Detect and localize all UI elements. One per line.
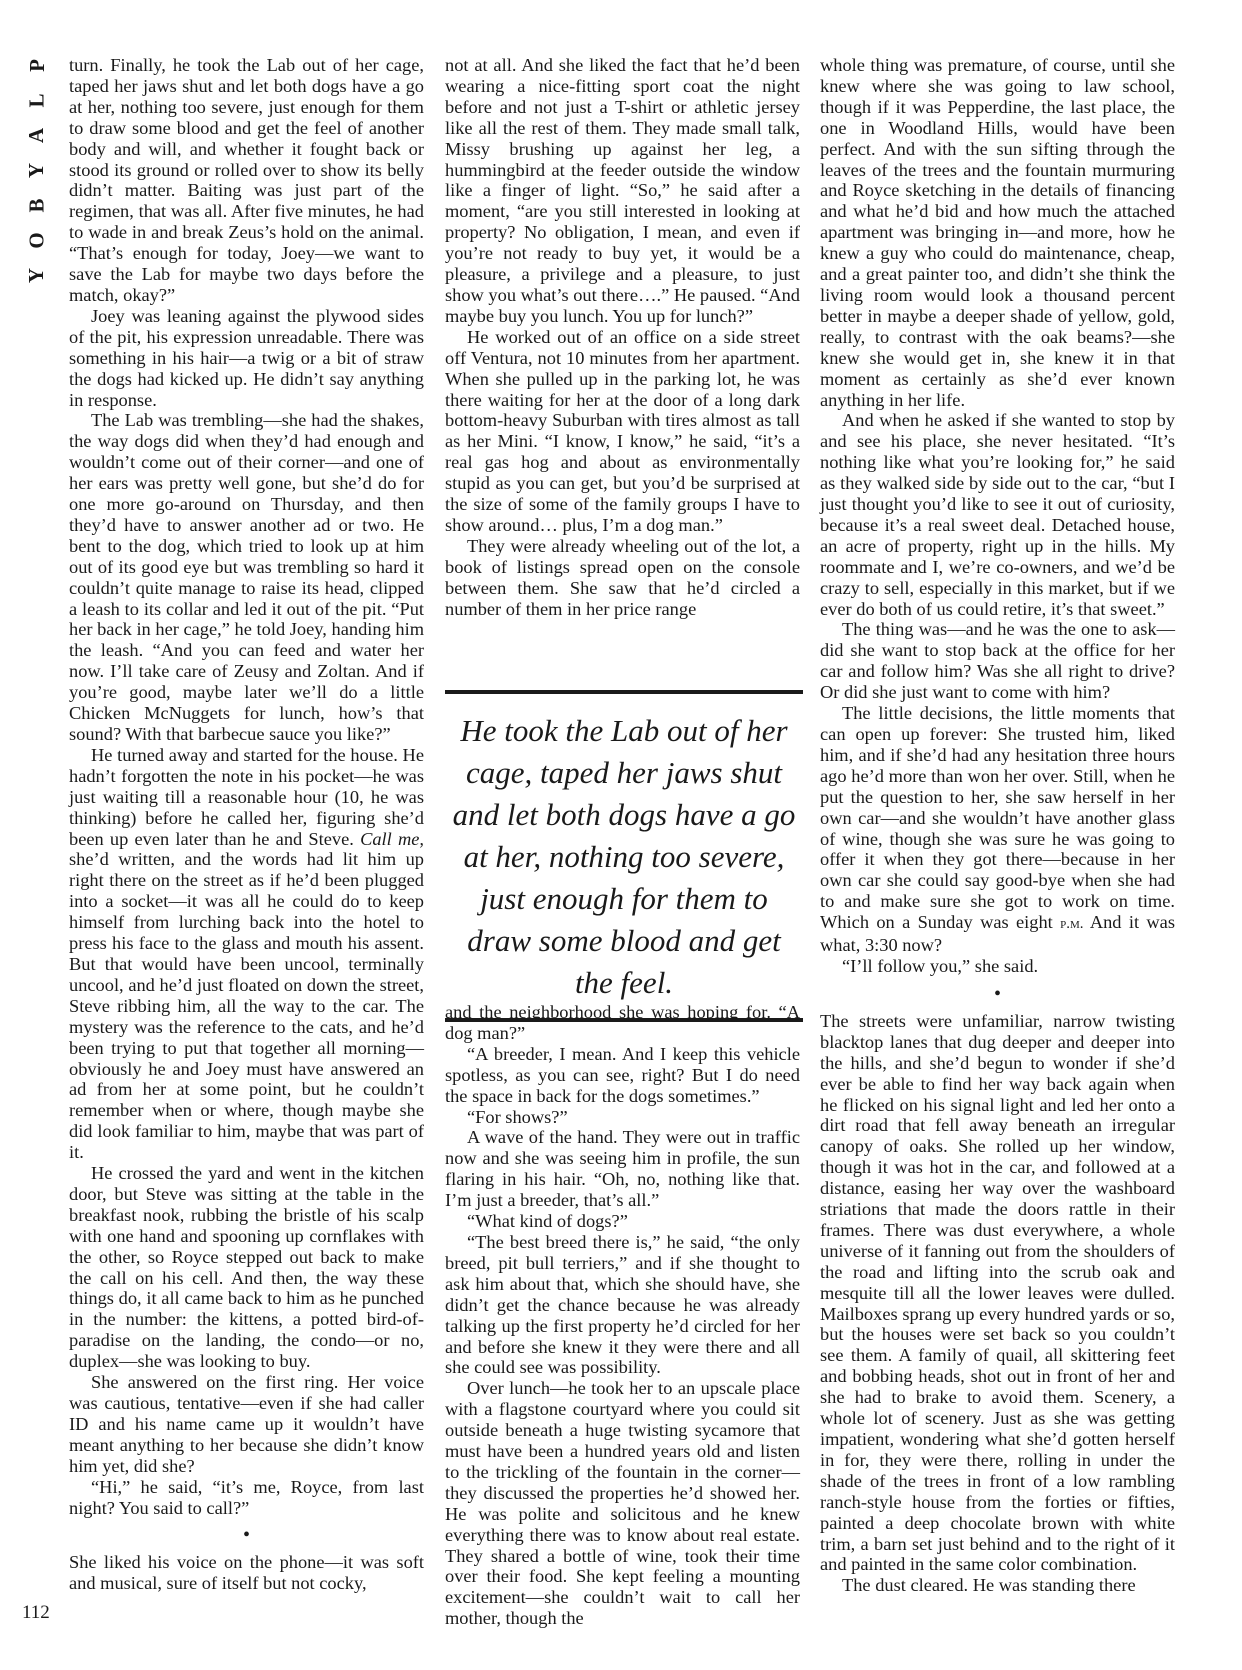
magazine-name-vertical <box>24 48 50 293</box>
paragraph: He crossed the yard and went in the kitchen door, but Steve was sitting at the table in the breakfast nook, rubbing the bristle of his scalp with one hand and spooning up cornflakes with the other, so Royce stepped out back to make the call on his cell. And then, the way these things do, it all came back to him as he punched in the number: the kittens, a potted bird-of-paradise on the landing, the condo—or no, duplex—she was looking to buy. <box>69 1163 424 1372</box>
paragraph-text: And it was what, 3:30 now? <box>820 912 1175 956</box>
column-2-top <box>445 55 800 619</box>
paragraph: not at all. And she liked the fact that he’d been wearing a nice-fitting sport coat the night before and not just a T-shirt or athletic jersey like all the rest of them. They made small talk, Missy brushing up against her leg, a hummingbird at the feeder outside the window like a finger of light. “So,” he said after a moment, “are you still interested in looking at property? No obligation, I mean, and even if you’re not ready to buy yet, it would be a pleasure, a privilege and a pleasure, to just show you what’s out there….” He paused. “And maybe buy you lunch. You up for lunch?” <box>445 55 800 326</box>
paragraph: The Lab was trembling—she had the shakes, the way dogs did when they’d had enough and wouldn’t come out of their corner—and one of her ears was pretty well gone, but she’d do for one more go-around on Thursday, and then they’d have to answer another ad or two. He bent to the dog, which tried to look up at him out of its good eye but was trembling so hard it couldn’t quite manage to raise its head, clipped a leash to its collar and led it out of the pit. “Put her back in her cage,” he told Joey, handing him the leash. “And you can feed and water her now. I’ll take care of Zeusy and Zoltan. And if you’re good, maybe later we’ll do a little Chicken McNuggets for lunch, how’s that sound? With that barbecue sauce you like?” <box>69 410 424 744</box>
magazine-letter: Y <box>24 267 49 284</box>
magazine-letter: P <box>24 59 49 72</box>
section-break: • <box>242 1524 250 1547</box>
magazine-letter: Y <box>24 162 49 179</box>
pull-quote-text: He took the Lab out of her cage, taped her jaws shut and let both dogs have a go at her, nothing too severe, just enough for them to draw some blood and get the feel. <box>452 713 796 1000</box>
paragraph: “Hi,” he said, “it’s me, Royce, from last night? You said to call?” <box>69 1476 424 1518</box>
page-number: 112 <box>22 1602 50 1623</box>
paragraph: and the neighborhood she was hoping for. “A dog man?” <box>445 1002 800 1043</box>
paragraph: The streets were unfamiliar, narrow twisting blacktop lanes that dug deeper and deeper into the hills, and she’d begun to wonder if she’d ever be able to find her way back again when he flicked on his signal light and led her onto a dirt road that fell away beneath an irregular canopy of oaks. She rolled up her window, though it was hot in the car, and followed at a distance, easing her way over the washboard striations that made the doors rattle in their frames. There was dust everywhere, a whole universe of it fanning out from the shoulders of the road and lifting into the scrub oak and mesquite till all the lower leaves were dulled. Mailboxes sprang up every hundred yards or so, but the houses were set back so you couldn’t see them. A family of quail, all skittering feet and bobbing heads, shot out in front of her and she had to brake to avoid them. Scenery, a whole lot of scenery. Just as she was getting impatient, wondering what she’d gotten herself in for, they were there, rolling in under the shade of the trees in front of a low rambling ranch-style house from the forties or fifties, painted a deep chocolate brown with white trim, a barn set just behind and to the right of it and painted in the same color combination. <box>820 1010 1175 1575</box>
paragraph-text: He turned away and started for the house. He hadn’t forgotten the note in his pocket—he was just waiting till a reasonable hour (10, he was thinking) before he called her, figuring she’d been up even later than he and Steve. <box>69 744 424 849</box>
column-1 <box>69 55 424 1594</box>
paragraph <box>820 703 1175 956</box>
paragraph: Over lunch—he took her to an upscale place with a flagstone courtyard where you could sit outside beneath a huge twisting sycamore that must have been a hundred years old and listen to the trickling of the fountain in the corner—they discussed the properties he’d showed her. He was polite and solicitous and he knew everything there was to know about real estate. They shared a bottle of wine, took their time over their food. She kept feeling a mounting excitement—she couldn’t wait to call her mother, though the <box>445 1378 800 1629</box>
paragraph: He worked out of an office on a side street off Ventura, not 10 minutes from her apartment. When she pulled up in the parking lot, he was there waiting for her at the door of a long dark bottom-heavy Suburban with tires almost as tall as her Mini. “I know, I know,” he said, “it’s a real gas hog and about as environmentally stupid as you can get, but you’d be surprised at the size of some of the family groups I have to show around… plus, I’m a dog man.” <box>445 326 800 535</box>
paragraph: “The best breed there is,” he said, “the only breed, pit bull terriers,” and if she thought to ask him about that, which she should have, she didn’t get the chance because he was already talking up the first property he’d circled for her and before she knew it they were there and all she could see was possibility. <box>445 1231 800 1378</box>
pull-quote <box>445 690 803 1022</box>
paragraph: whole thing was premature, of course, until she knew where she was going to law school, though if it was Pepperdine, the last place, the one in Woodland Hills, would have been perfect. And with the sun sifting through the leaves of the trees and the fountain murmuring and Royce sketching in the details of financing and what he’d bid and how much the attached apartment was bringing in—and more, how he knew a guy who could do maintenance, cheap, and a great painter too, and didn’t she think the living room would look a thousand percent better in maybe a deeper shade of yellow, gold, really, to contrast with the oak beams?—she knew she would get in, she knew it in that moment as certainly as she’d ever known anything in her life. <box>820 55 1175 410</box>
paragraph-text: she’d written, and the words had lit him up right there on the street as if he’d been plugged into a socket—it was all he could do to keep himself from lurching back into the hotel to press his face to the glass and mouth his assent. But that would have been uncool, terminally uncool, and he’d just floated on down the street, Steve ribbing him, all the way to the car. The mystery was the reference to the cats, and he’d been trying to put that together all morning—obviously he and Joey must have answered an ad from her at some point, but he couldn’t remember when or where, though maybe she did look familiar to him, maybe that was part of it. <box>69 849 424 1163</box>
magazine-letter: L <box>24 93 49 108</box>
paragraph: “I’ll follow you,” she said. <box>842 955 1039 976</box>
magazine-letter: A <box>24 127 49 144</box>
paragraph: “What kind of dogs?” <box>467 1211 628 1232</box>
paragraph: She answered on the first ring. Her voice was cautious, tentative—even if she had caller ID and his name came up it wouldn’t have meant anything to her because she didn’t know him yet, did she? <box>69 1372 424 1476</box>
column-2-bottom <box>445 1002 800 1629</box>
paragraph: Joey was leaning against the plywood sides of the pit, his expression unreadable. There was something in his hair—a twig or a bit of straw the dogs had kicked up. He didn’t say anything in response. <box>69 305 424 410</box>
column-3-top <box>820 55 1175 1596</box>
paragraph: A wave of the hand. They were out in traffic now and she was seeing him in profile, the sun flaring in his hair. “Oh, no, nothing like that. I’m just a breeder, that’s all.” <box>445 1127 800 1211</box>
magazine-letter: O <box>24 232 49 249</box>
paragraph: The dust cleared. He was standing there <box>842 1575 1136 1596</box>
section-break: • <box>993 982 1001 1005</box>
time-abbrev: p.m. <box>1060 916 1084 933</box>
paragraph: She liked his voice on the phone—it was soft and musical, sure of itself but not cocky, <box>69 1552 424 1594</box>
italic-phrase: Call me, <box>360 828 424 849</box>
paragraph: And when he asked if she wanted to stop by and see his place, she never hesitated. “It’s nothing like what you’re looking for,” he said as they walked side by side out to the car, “but I just thought you’d like to see it out of curiosity, because it’s a real sweet deal. Detached house, an acre of property, right up in the hills. My roommate and I, we’re co-owners, and we’d be crazy to sell, especially in this market, but if we ever do both of us could retire, it’s that sweet.” <box>820 410 1175 619</box>
magazine-letter: B <box>24 198 49 213</box>
paragraph <box>69 745 424 1163</box>
paragraph: The thing was—and he was the one to ask—did she want to stop back at the office for her car and follow him? Was she all right to drive? Or did she just want to come with him? <box>820 619 1175 703</box>
paragraph: “A breeder, I mean. And I keep this vehicle spotless, as you can see, right? But I do need the space in back for the dogs sometimes.” <box>445 1043 800 1106</box>
paragraph: turn. Finally, he took the Lab out of her cage, taped her jaws shut and let both dogs have a go at her, nothing too severe, just enough for them to draw some blood and get the feel of another body and will, and whether it fought back or stood its ground or rolled over to show its belly didn’t matter. Baiting was just part of the regimen, that was all. After five minutes, he had to wade in and break Zeus’s hold on the animal. “That’s enough for today, Joey—we want to save the Lab for maybe two days before the match, okay?” <box>69 55 424 305</box>
paragraph: They were already wheeling out of the lot, a book of listings spread open on the console between them. She saw that he’d circled a number of them in her price range <box>445 535 800 619</box>
paragraph-text: The little decisions, the little moments that can open up forever: She trusted him, liked him, and if she’d had any hesitation three hours ago he’d more than won her over. Still, when he put the question to her, she saw herself in her own car—and she wouldn’t have another glass of wine, though she was sure he was going to offer it when they got there—because in her own car she could say good-bye when she had to and make sure she got to work on time. Which on a Sunday was eight <box>820 703 1175 933</box>
paragraph: “For shows?” <box>467 1106 568 1127</box>
